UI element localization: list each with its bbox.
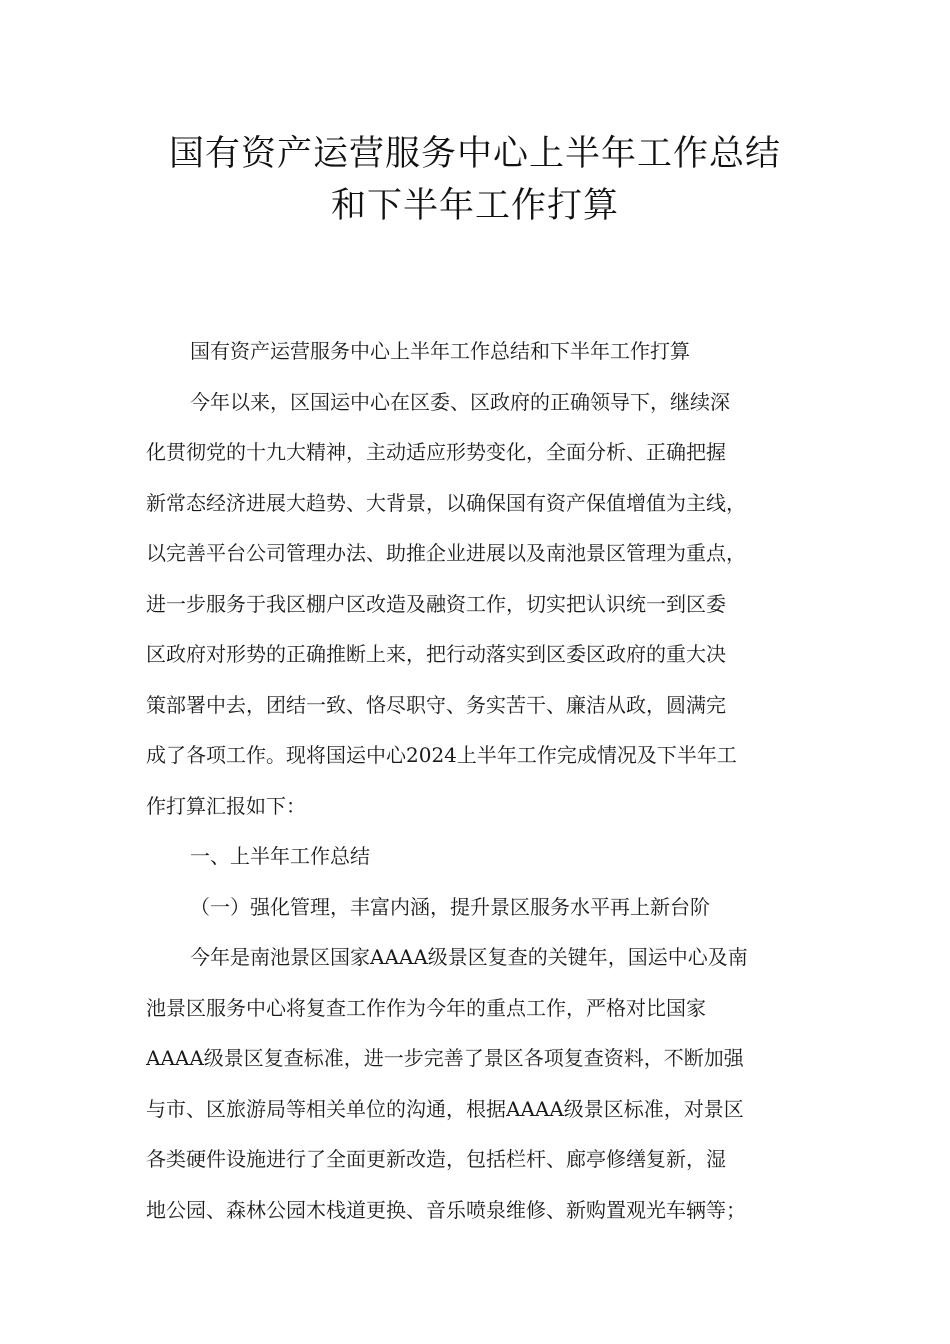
paragraph-line: 策部署中去，团结一致、恪尽职守、务实苦干、廉洁从政，圆满完 xyxy=(146,692,726,717)
paragraph-line: 今年以来，区国运中心在区委、区政府的正确领导下，继续深 xyxy=(190,389,730,414)
paragraph-line: 成了各项工作。现将国运中心2024上半年工作完成情况及下半年工 xyxy=(146,743,737,767)
paragraph-line: 各类硬件设施进行了全面更新改造，包括栏杆、廊亭修缮复新，湿 xyxy=(146,1147,726,1171)
document-title-line-2: 和下半年工作打算 xyxy=(330,186,619,226)
paragraph-line: 区政府对形势的正确推断上来，把行动落实到区委区政府的重大决 xyxy=(146,642,726,666)
document-title-line-1: 国有资产运营服务中心上半年工作总结 xyxy=(168,134,781,174)
document-body xyxy=(146,326,806,1235)
paragraph-line: AAAA级景区复查标准，进一步完善了景区各项复查资料，不断加强 xyxy=(146,1046,744,1070)
paragraph-line: 今年是南池景区国家AAAA级景区复查的关键年，国运中心及南 xyxy=(190,945,748,969)
paragraph-line: 以完善平台公司管理办法、助推企业进展以及南池景区管理为重点， xyxy=(146,541,746,565)
paragraph-line: 化贯彻党的十九大精神，主动适应形势变化，全面分析、正确把握 xyxy=(146,440,726,464)
paragraph-line: 与市、区旅游局等相关单位的沟通，根据AAAA级景区标准，对景区 xyxy=(146,1096,744,1121)
paragraph-line: 池景区服务中心将复查工作作为今年的重点工作，严格对比国家 xyxy=(146,995,706,1020)
section-heading: 一、上半年工作总结 xyxy=(190,844,370,868)
paragraph-line: 新常态经济进展大趋势、大背景，以确保国有资产保值增值为主线， xyxy=(146,490,746,515)
paragraph-line: 地公园、森林公园木栈道更换、音乐喷泉维修、新购置观光车辆等； xyxy=(146,1197,746,1222)
subtitle-line: 国有资产运营服务中心上半年工作总结和下半年工作打算 xyxy=(190,339,690,363)
paragraph-line: 进一步服务于我区棚户区改造及融资工作，切实把认识统一到区委 xyxy=(146,591,726,616)
paragraph-line: 作打算汇报如下： xyxy=(146,793,306,818)
subsection-heading: （一）强化管理，丰富内涵，提升景区服务水平再上新台阶 xyxy=(190,894,710,919)
